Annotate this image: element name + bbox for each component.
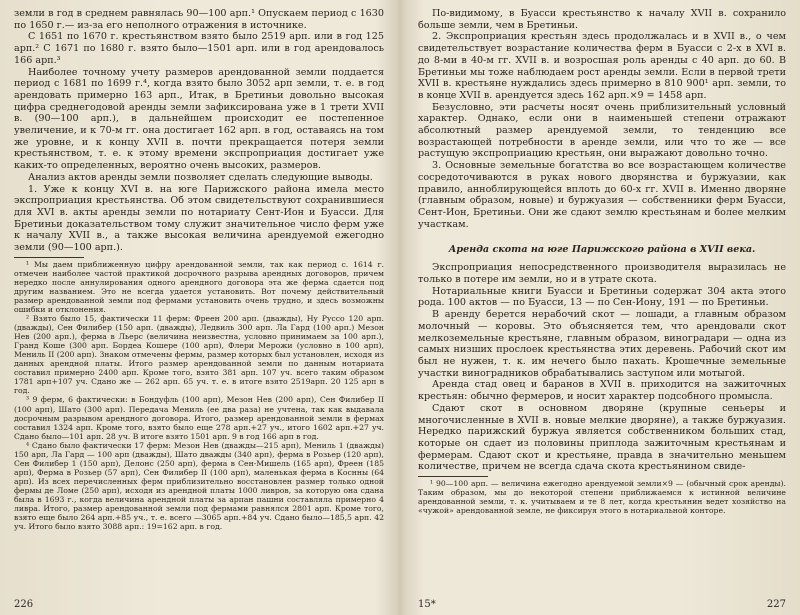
paragraph: Наиболее точному учету размеров арендованной земли поддается период с 1681 по 1699 г.⁴, когда взято было 3052 арп земли, т. е. в год арендовать примерно 163 арп., Итак, в Бретиньи довольно высокая цифра среднегодовой аренды земли зафиксирована уже в 1 трети XVII в. (90—100 арп.), в дальнейшем происходит ее постепенное увеличение, и к 70-м гг. она достигает 162 арп. в год, оставаясь на том же уровне, и к концу XVII в. почти прекращается потеря земли крестьянством, т. е. к этому времени экспроприация достигает уже каких-то определенных, вероятно очень высоких, размеров. [14,66,384,172]
paragraph: С 1651 по 1670 г. крестьянством взято было 2519 арп. или в год 125 арп.² С 1671 по 1680 г. взято было—1501 арп. или в год арендовалось 166 арп.³ [14,31,384,66]
left-footnotes [14,260,384,531]
right-page [402,0,800,615]
paragraph: 3. Основные земельные богатства во все возрастающем количестве сосредоточиваются в руках нового дворянства и буржуазии, как правило, анноблирующейся вплоть до 60-х гг. XVII в. Именно дворяне (главным образом, новые) и буржуазия — собственники ферм Буасси, Сент-Ион, Бретиньи. Они же сдают землю крестьянам и более мелким участкам. [418,160,786,230]
right-footnotes [418,479,786,515]
left-body-text [14,8,384,254]
paragraph: По-видимому, в Буасси крестьянство к началу XVII в. сохранило больше земли, чем в Бретиньи. [418,8,786,31]
left-page [0,0,398,615]
right-body-text-top [418,8,786,230]
paragraph: Нотариальные книги Буасси и Бретиньи содержат 304 акта этого рода. 100 актов — по Буасси, 13 — по Сен-Иону, 191 — по Бретиньи. [418,285,786,309]
signature-mark: 15* [418,599,436,610]
footnote: ⁴ Сдано было фактически 17 ферм: Мезон Нев (дважды—215 арп), Мениль 1 (дважды) 150 арп, Ла Гард — 100 арп (дважды), Шато дважды (340 арп), ферма в Розьер (120 арп), Сен Филибер 1 (150 арп), Делонс (250 арп), ферма в Сен-Мишель (165 арп), Фреен (185 арп), Ферма в Розьер (57 арп), Сен Филибер II (100 арп), маленькая ферма в Коснны (64 арп). Из всех перечисленных ферм приблизительно восстановлен размер только одной фермы де Ломе (250 арп), исходя из арендной платы 1000 ливров, за которую она сдана была в 1693 г., когда величина арендной платы за арпан пашни составляла примерно 4 ливра. Итого, размер арендованной земли под фермами равнялся 2801 арп. Кроме того, взято еще было 264 арп.+85 уч., т. е. всего —3065 арп.+84 уч. Сдано было—185,5 арп. 42 уч. Итого было взято 3088 арп.: 19=162 арп. в год. [14,440,384,532]
paragraph: Экспроприация непосредственного производителя выразилась не только в потере им земли, но и в утрате скота. [418,262,786,286]
paragraph: 2. Экспроприация крестьян здесь продолжалась и в XVII в., о чем свидетельствует возрастание количества ферм в Буасси с 2-х в XVI в. до 8-ми в 40-м гг. XVII в. и возросшая роль аренды с 40 арп. до 60. В Бретиньи мы тоже наблюдаем рост аренды земли. Если в первой трети XVII в. крестьяне нуждались здесь примерно в 810 900¹ арп. земли, то в конце XVII в. арендуется здесь 162 арп.×9 = 1458 арп. [418,31,786,101]
page-number: 226 [14,599,34,610]
paragraph: земли в год в среднем равнялась 90—100 арп.¹ Опускаем период с 1630 по 1650 г.— из-за его неполного отражения в источнике. [14,8,384,31]
section-title: Аренда скота на юге Парижского района в XVII века. [448,244,756,256]
footnote: ² Взято было 15, фактически 11 ферм: Фреен 200 арп. (дважды), Ну Руссо 120 арп. (дважды), Сен Филибер (150 арп. (дважды), Ледвиль 300 арп. Ла Гард (100 арп.) Мезон Нев (200 арп.), ферма в Льерс (величина неизвестна, условно принимаем за 100 арп.), Гранд Коше (300 арп. Бордеа Кошере (100 арп), Флери Мерожи (условно в 100 арп), Мениль II (200 арп). Знаком отмечены фермы, размер которых был установлен, исходя из данных арендной платы. Итого размер арендованной земли по данным нотариата составил примерно 2400 арп. Кроме того, взято 381 арп. 107 уч. всего таким образом 1781 арп+107 уч. Сдано же — 262 арп. 65 уч. т. е. в итоге взято 2519арп. 20 125 арп в год. [14,314,384,396]
paragraph: Аренда стад овец и баранов в XVII в. приходится на зажиточных крестьян: обычно фермеров, и носит характер подсобного промысла. [418,379,786,403]
footnote: ³ 9 ферм, 6 фактически: в Бондуфль (100 арп), Мезон Нев (200 арп), Сен Филибер II (100 арп), Шато (300 арп). Передача Мениль (ее два раза) не учтена, так как выдавала досрочным разрывом арендного договора. Итого, размер арендованной земли в фермах составил 1324 арп. Кроме того, взято было еще 278 арп.+27 уч., итого 1602 арп.+27 уч. Сдано было—101 арп. 28 уч. В итоге взято 1501 арп. 9 в год 166 арп в год. [14,395,384,441]
footnote-rule [418,476,488,477]
footnote: ¹ Мы даем приближенную цифру арендованной земли, так как период с. 1614 г. отмечен наиболее частой практикой досрочного разрыва арендных договоров, причем нередко после аннулирования одного арендного договора эта же ферма сдается под другим названием. Это не всегда удается установить. Вот почему действительный размер арендованной земли под фермами установить очень трудно, и здесь возможны ошибки и отклонения. [14,259,384,314]
paragraph: Анализ актов аренды земли позволяет сделать следующие выводы. [28,171,373,183]
paragraph: Сдают скот в основном дворяне (крупные сеньеры и многочисленные в XVII в. новые мелкие дворяне), а также буржуазия. Нередко парижский буржуа является собственником больших стад, которые он сдает из половины приплода зажиточным крестьянам и фермерам. Сдают скот и крестьяне, правда в значительно меньшем количестве, причем не всегда сдача скота крестьянином свиде- [418,402,786,473]
paragraph: Безусловно, эти расчеты носят очень приблизительный условный характер. Однако, если они в наименьшей степени отражают абсолютный размер арендуемой земли, то тенденцию все возрастающей потребности в аренде земли, или что то же — все растущую экспроприацию крестьян, они выражают довольно точно. [418,101,786,160]
paragraph: В аренду берется нерабочий скот — лошади, а главным образом молочный — коровы. Это объясняется тем, что арендовали скот мелкоземельные крестьяне, главным образом, виноградари — одна из самых низших прослоек крестьянства этих деревень. Рабочий скот им был не нужен, т. к. им нечего было пахать. Крошечные земельные участки виноградников обрабатывались заступом или мотыгой. [418,309,786,379]
footnote-rule [14,257,84,258]
footnote: ¹ 90—100 арп. — величина ежегодно арендуемой земли×9 — (обычный срок аренды). Таким образом, мы до некоторой степени приближаемся к истинной величине арендованной земли, т. к. учитываем и те 8 лет, когда крестьянин ведет хозяйство на «чужой» арендованной земле, не фиксируя этого в нотариальной конторе. [418,479,786,516]
right-body-text-bottom [418,262,786,473]
page-number: 227 [766,599,786,610]
paragraph: 1. Уже к концу XVI в. на юге Парижского района имела место экспроприация крестьянства. Об этом свидетельствуют сохранившиеся для XVI в. акты аренды земли по нотариату Сент-Ион и Буасси. Для Бретиньи доказательством тому служит значительное число ферм уже к началу XVII в., а также высокая величина арендуемой ежегодно земли (90—100 арп.). [14,183,384,254]
